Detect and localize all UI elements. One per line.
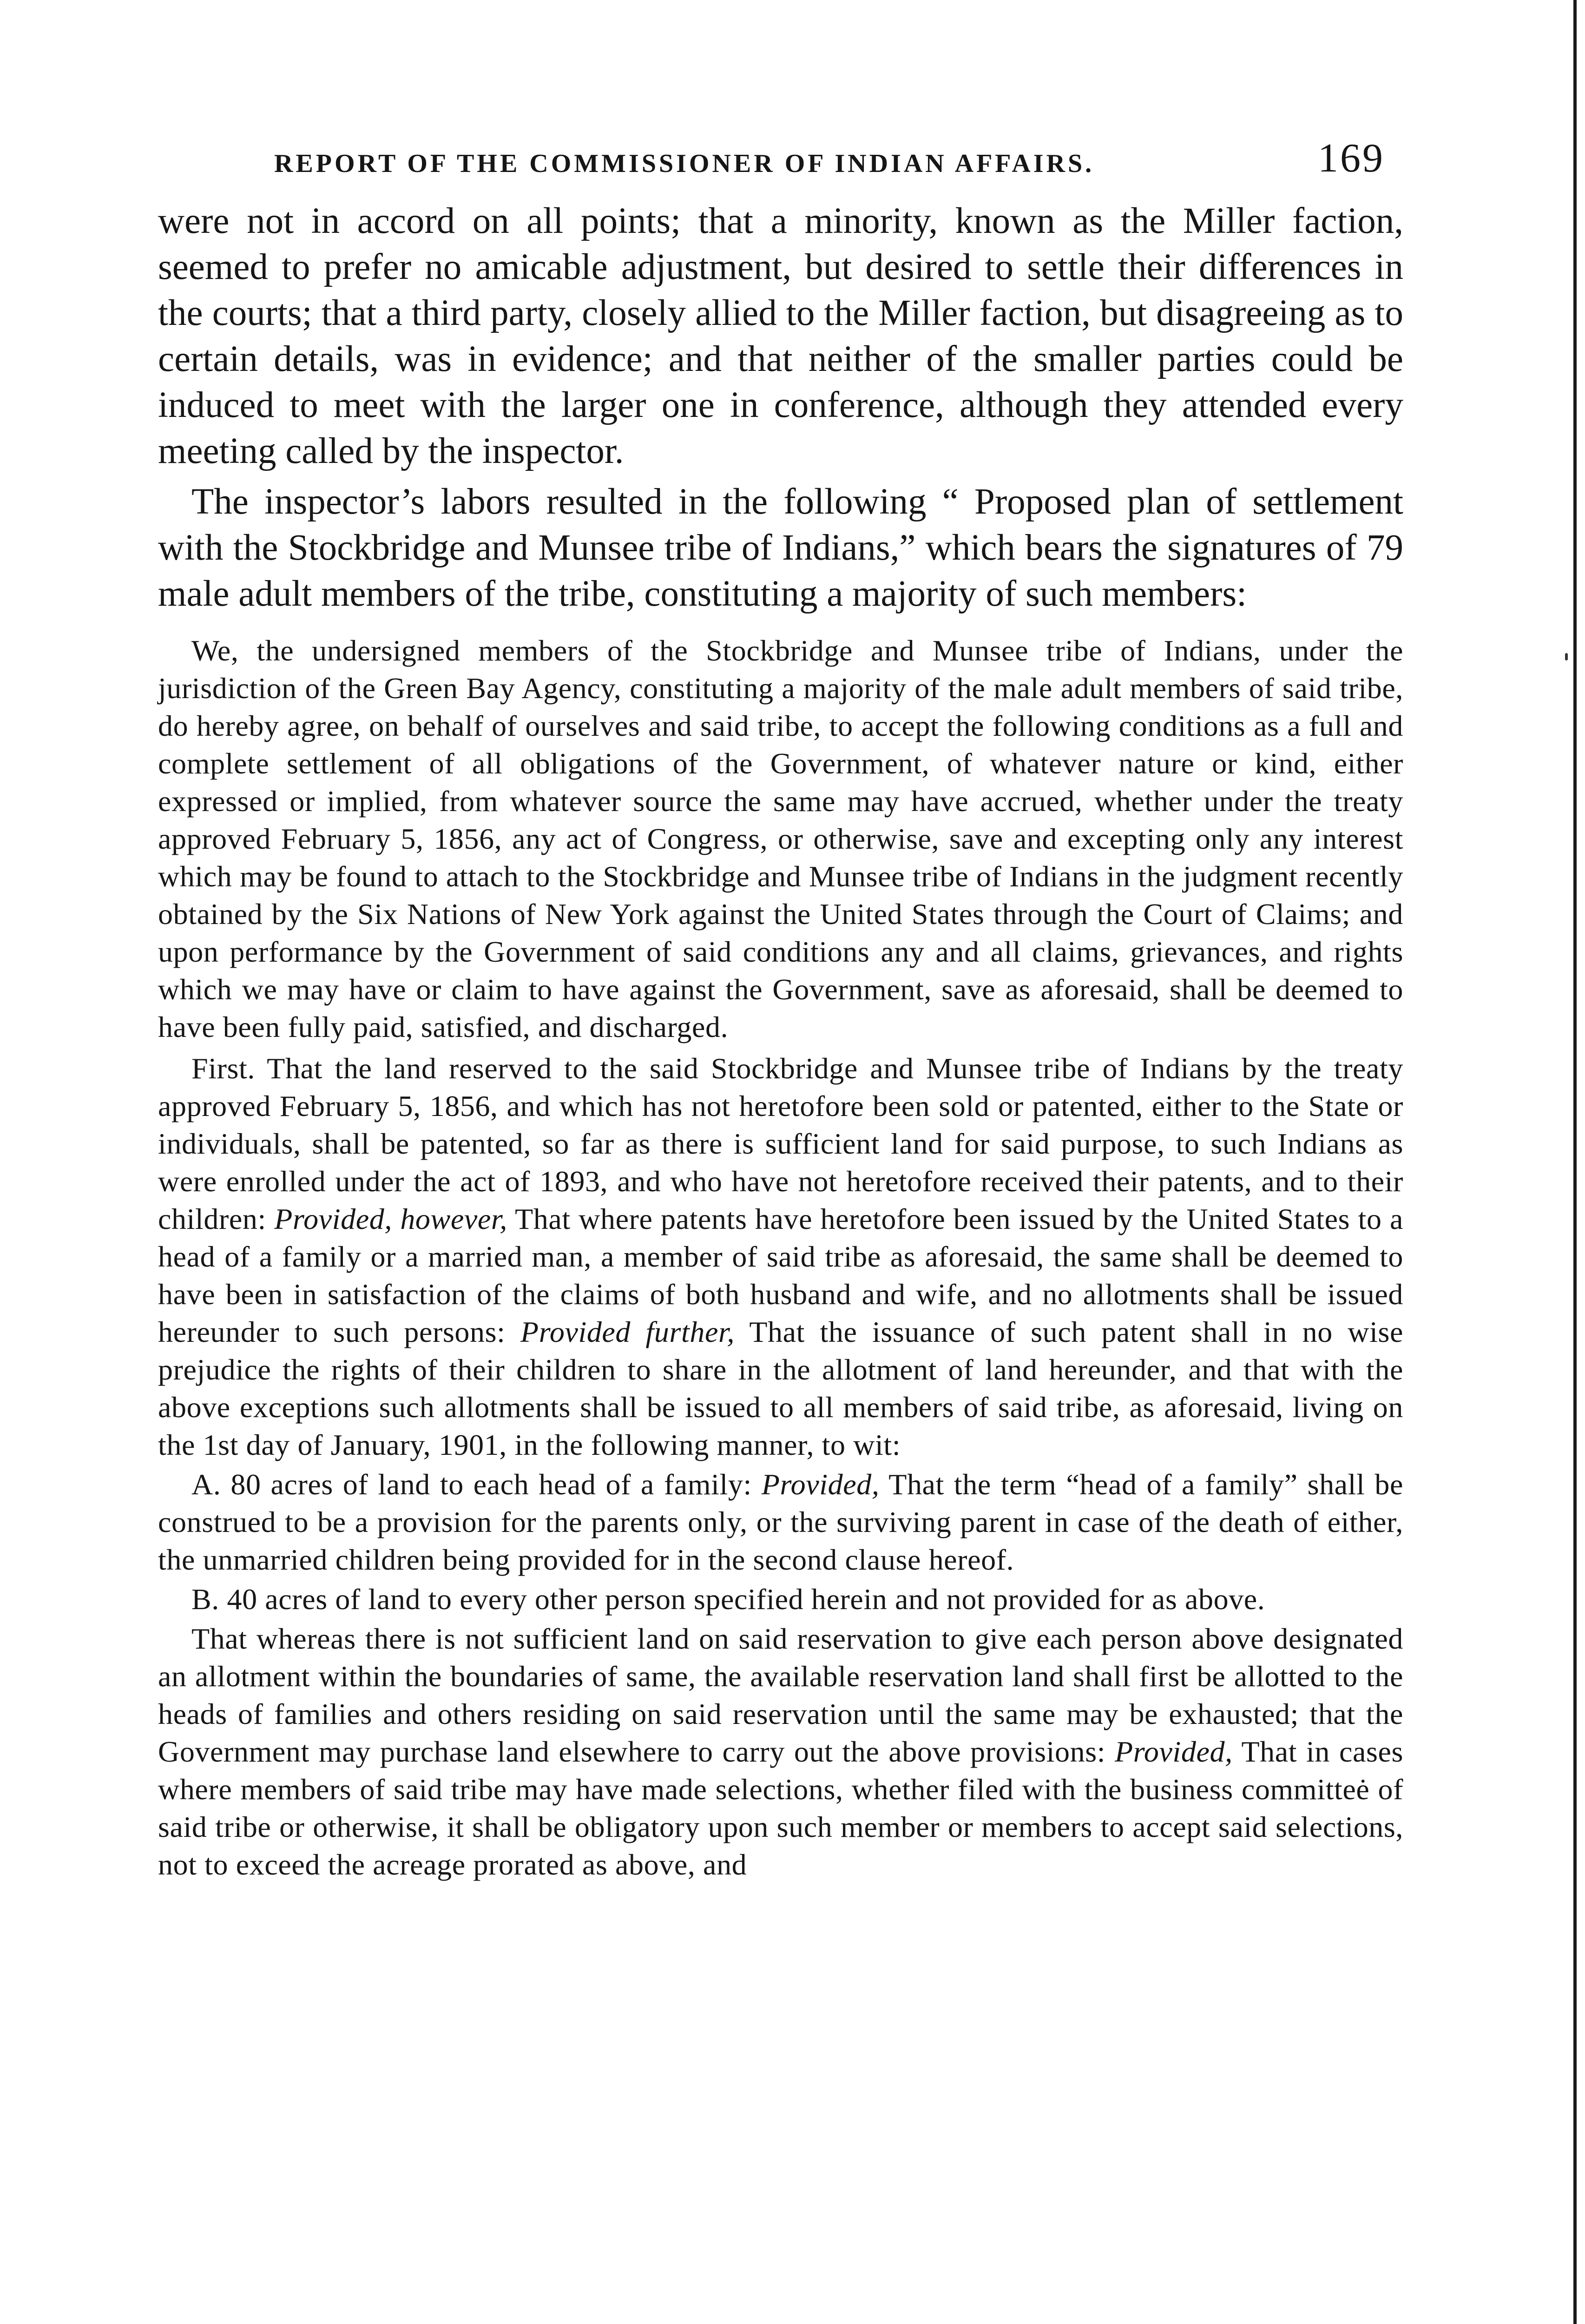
first-condition-proviso-1: Provided, however,: [274, 1202, 507, 1235]
paragraph-first-condition: [158, 1050, 1403, 1464]
document-page: [158, 130, 1403, 1883]
page-number: 169: [1318, 136, 1385, 181]
clause-a-proviso: Provided,: [761, 1468, 880, 1501]
running-head-title: REPORT OF THE COMMISSIONER OF INDIAN AFFAIRS.: [274, 149, 1095, 178]
first-condition-text-3: That the issuance of such patent shall in no wise prejudice the rights of their children to share in the allotment of land hereunder, and that with the above exceptions such allotments shall be issued to all members of said tribe, as aforesaid, living on the 1st day of January, 1901, in the following manner, to wit:: [158, 1315, 1404, 1461]
stray-ink-mark: [1565, 653, 1568, 660]
paragraph-insufficient-land: [158, 1620, 1403, 1883]
first-condition-proviso-2: Provided further,: [520, 1315, 735, 1348]
running-head: [158, 130, 1403, 195]
page-edge-line: [1573, 0, 1577, 2324]
insufficient-land-text-1: That whereas there is not sufficient land on said reservation to give each person above designated an allotment within the boundaries of same, the available reservation land shall first be allotted to the heads of families and others residing on said reservation until the same may be exhausted; that the Government may purchase land elsewhere to carry out the above provisions:: [158, 1622, 1403, 1768]
insufficient-land-proviso: Provided,: [1115, 1735, 1233, 1768]
paragraph-clause-b: B. 40 acres of land to every other person specified herein and not provided for as above.: [191, 1583, 1265, 1616]
first-condition-text-1: First. That the land reserved to the said Stockbridge and Munsee tribe of Indians by the treaty approved February 5, 1856, and which has not heretofore been sold or patented, either to the State or individuals, shall be patented, so far as there is sufficient land for said purpose, to such Indians as were enrolled under the act of 1893, and who have not heretofore received their patents, and to their children:: [158, 1052, 1403, 1235]
paragraph-minority-factions: were not in accord on all points; that a minority, known as the Miller faction, seemed to prefer no amicable adjustment, but desired to settle their differences in the courts; that a third party, closely allied to the Miller faction, but disagreeing as to certain details, was in evidence; and that neither of the smaller parties could be induced to meet with the larger one in conference, although they attended every meeting called by the inspector.: [158, 201, 1403, 471]
insufficient-land-text-2: That in cases where members of said tribe may have made selections, whether filed with the business committeė of said tribe or otherwise, it shall be obligatory upon such member or members to accept said selections, not to exceed the acreage prorated as above, and: [158, 1735, 1403, 1881]
paragraph-agreement-preamble: We, the undersigned members of the Stockbridge and Munsee tribe of Indians, under the jurisdiction of the Green Bay Agency, constituting a majority of the male adult members of said tribe, do hereby agree, on behalf of ourselves and said tribe, to accept the following conditions as a full and complete settlement of all obligations of the Government, of whatever nature or kind, either expressed or implied, from whatever source the same may have accrued, whether under the treaty approved February 5, 1856, any act of Congress, or otherwise, save and excepting only any interest which may be found to attach to the Stockbridge and Munsee tribe of Indians in the judgment recently obtained by the Six Nations of New York against the United States through the Court of Claims; and upon performance by the Government of said conditions any and all claims, grievances, and rights which we may have or claim to have against the Government, save as aforesaid, shall be deemed to have been fully paid, satisfied, and discharged.: [158, 634, 1403, 1043]
paragraph-clause-a: [158, 1466, 1403, 1578]
paragraph-proposed-plan-intro: The inspector’s labors resulted in the following “ Proposed plan of settlement with the Stockbridge and Munsee tribe of Indians,” which bears the signatures of 79 male adult members of the tribe, constituting a majority of such members:: [158, 482, 1403, 614]
clause-a-text-2: That the term “head of a family” shall be construed to be a provision for the parents only, or the surviving parent in case of the death of either, the unmarried children being provided for in the second clause hereof.: [158, 1468, 1403, 1576]
clause-a-text-1: A. 80 acres of land to each head of a family:: [191, 1468, 762, 1501]
first-condition-text-2: That where patents have heretofore been issued by the United States to a head of a family or a married man, a member of said tribe as aforesaid, the same shall be deemed to have been in satisfaction of the claims of both husband and wife, and no allotments shall be issued hereunder to such persons:: [158, 1202, 1403, 1348]
